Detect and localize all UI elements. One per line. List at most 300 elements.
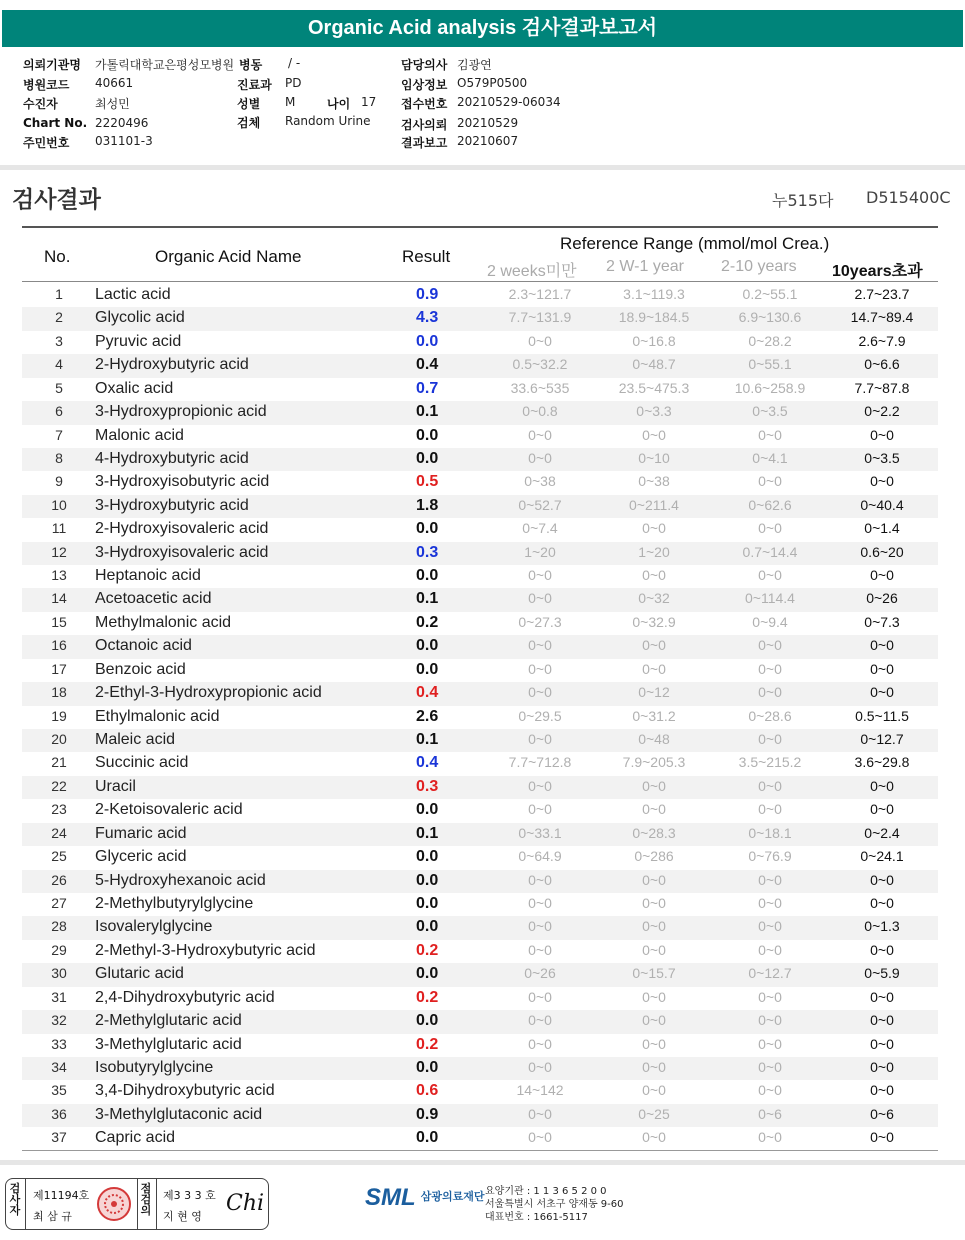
result-value: 0.0 xyxy=(416,965,439,983)
result-value: 0.0 xyxy=(416,1012,439,1030)
ref-2weeks: 0~38 xyxy=(524,473,556,490)
ref-10y-plus: 0~0 xyxy=(870,801,894,818)
ref-10y-plus: 7.7~87.8 xyxy=(854,379,910,396)
table-row xyxy=(22,1080,938,1103)
acid-name: Glyceric acid xyxy=(95,848,187,866)
ref-2w-1y: 0~0 xyxy=(642,567,666,584)
ref-2weeks: 0~29.5 xyxy=(518,707,562,724)
ref-10y-plus: 2.7~23.7 xyxy=(854,286,910,302)
table-top-rule xyxy=(22,226,938,228)
ref-2w-1y: 0~0 xyxy=(642,988,666,1005)
result-value: 0.0 xyxy=(416,426,439,444)
ref-2weeks: 0~0 xyxy=(528,426,552,443)
reviewer-name: 지 현 영 xyxy=(163,1210,202,1223)
acid-name: Fumaric acid xyxy=(95,824,187,842)
ref-2w-1y: 0~38 xyxy=(638,473,670,490)
result-value: 2.6 xyxy=(416,707,439,725)
row-number: 35 xyxy=(51,1082,67,1099)
ref-2weeks: 0~0 xyxy=(528,777,552,794)
logo-mark: SML xyxy=(365,1184,416,1211)
row-number: 27 xyxy=(51,894,67,911)
ref-10y-plus: 0~6.6 xyxy=(864,356,900,373)
ref-10y-plus: 0~3.5 xyxy=(864,449,900,466)
ref-2-10y: 0~0 xyxy=(758,684,782,701)
ref-2weeks: 0~0 xyxy=(528,684,552,701)
result-value: 0.7 xyxy=(416,379,439,397)
examiner-license: 제11194호 xyxy=(33,1189,90,1202)
chart-value: 2220496 xyxy=(95,116,149,130)
ref-2weeks: 0~0 xyxy=(528,1012,552,1029)
result-value: 0.1 xyxy=(416,590,439,608)
table-row xyxy=(22,354,938,377)
ref-2w-1y: 0~10 xyxy=(638,449,670,466)
recipient-label: 수진자 xyxy=(23,97,58,111)
table-bottom-rule xyxy=(22,1150,938,1151)
ref-10y-plus: 0~0 xyxy=(870,1012,894,1029)
ref-2-10y: 0~0 xyxy=(758,1012,782,1029)
row-number: 11 xyxy=(51,520,67,537)
ref-2weeks: 14~142 xyxy=(516,1082,564,1099)
address: 서울특별시 서초구 양재동 9-60 xyxy=(485,1199,624,1210)
row-number: 37 xyxy=(51,1129,67,1146)
ref-2-10y: 0~0 xyxy=(758,988,782,1005)
ref-10y-plus: 0~0 xyxy=(870,660,894,677)
ref-2-10y: 0~0 xyxy=(758,871,782,888)
row-number: 7 xyxy=(55,426,63,443)
ref-2-10y: 0.2~55.1 xyxy=(742,286,798,302)
ref-2-10y: 0~0 xyxy=(758,1129,782,1146)
ref-2-10y: 0~9.4 xyxy=(752,613,788,630)
age-label: 나이 xyxy=(327,97,351,111)
ref-2w-1y: 0~0 xyxy=(642,426,666,443)
result-value: 0.0 xyxy=(416,520,439,538)
result-value: 1.8 xyxy=(416,496,439,514)
ref-2-10y: 0~0 xyxy=(758,801,782,818)
request-value: 20210529 xyxy=(457,116,519,130)
result-value: 0.1 xyxy=(416,731,439,749)
ref-2w-1y: 18.9~184.5 xyxy=(618,309,690,326)
acid-name: 3-Methylglutaric acid xyxy=(95,1035,242,1053)
table-row xyxy=(22,495,938,518)
acid-name: Uracil xyxy=(95,777,136,795)
result-value: 0.9 xyxy=(416,1105,439,1123)
ref-10y-plus: 14.7~89.4 xyxy=(850,309,914,326)
ref-2-10y: 0~18.1 xyxy=(748,824,792,841)
result-value: 4.3 xyxy=(416,309,439,327)
dept-value: PD xyxy=(285,76,302,90)
table-row xyxy=(22,1034,938,1057)
table-row xyxy=(22,518,938,541)
ref-2w-1y: 0~0 xyxy=(642,1035,666,1052)
ref-2-10y: 0~55.1 xyxy=(748,356,792,373)
ref-10y-plus: 0~12.7 xyxy=(860,731,904,748)
ref-2-10y: 0~0 xyxy=(758,894,782,911)
ref-2weeks: 0~0 xyxy=(528,567,552,584)
ref-10y-plus: 0~0 xyxy=(870,1082,894,1099)
ref-2weeks: 0~7.4 xyxy=(522,520,558,537)
ref-2weeks: 0~27.3 xyxy=(518,613,562,630)
ref-2-10y: 0~0 xyxy=(758,660,782,677)
ref-2weeks: 0~0 xyxy=(528,1058,552,1075)
result-value: 0.6 xyxy=(416,1082,439,1100)
row-number: 25 xyxy=(51,848,67,865)
ref-2w-1y: 0~15.7 xyxy=(632,965,676,982)
acid-name: Methylmalonic acid xyxy=(95,613,232,631)
result-value: 0.9 xyxy=(416,286,439,303)
acid-name: 4-Hydroxybutyric acid xyxy=(95,449,249,467)
org-address xyxy=(485,1185,624,1224)
ref-10y-plus: 0~24.1 xyxy=(860,848,904,865)
result-value: 0.0 xyxy=(416,660,439,678)
table-row xyxy=(22,425,938,448)
header-result: Result xyxy=(402,247,451,266)
ref-2w-1y: 0~211.4 xyxy=(629,496,679,513)
care-code: 요양기관 : 1 1 3 6 5 2 0 0 xyxy=(485,1186,607,1197)
ref-2-10y: 0~76.9 xyxy=(748,848,792,865)
table-row xyxy=(22,542,938,565)
row-number: 22 xyxy=(51,777,67,794)
result-value: 0.4 xyxy=(416,684,439,702)
ref-2w-1y: 0~3.3 xyxy=(636,403,672,420)
table-row xyxy=(22,799,938,822)
row-number: 10 xyxy=(51,496,67,513)
ref-2w-1y: 0~0 xyxy=(642,894,666,911)
result-value: 0.0 xyxy=(416,894,439,912)
result-value: 0.0 xyxy=(416,449,439,467)
ref-2weeks: 7.7~131.9 xyxy=(508,309,572,326)
acid-name: 3-Hydroxyisovaleric acid xyxy=(95,543,269,561)
row-number: 1 xyxy=(55,286,63,302)
table-row xyxy=(22,659,938,682)
acid-name: Maleic acid xyxy=(95,731,176,749)
result-value: 0.0 xyxy=(416,801,439,819)
result-value: 0.0 xyxy=(416,848,439,866)
acid-name: Glutaric acid xyxy=(95,965,184,983)
ref-2weeks: 0~0 xyxy=(528,871,552,888)
table-row xyxy=(22,682,938,705)
row-number: 36 xyxy=(51,1105,67,1122)
table-row xyxy=(22,870,938,893)
ref-2weeks: 0~0 xyxy=(528,590,552,607)
hospital-code-value: 40661 xyxy=(95,76,134,90)
table-row xyxy=(22,846,938,869)
ref-10y-plus: 3.6~29.8 xyxy=(854,754,910,771)
table-row xyxy=(22,588,938,611)
ref-2weeks: 0~0 xyxy=(528,894,552,911)
ref-2weeks: 33.6~535 xyxy=(510,379,570,396)
ref-2w-1y: 0~0 xyxy=(642,520,666,537)
ref-2weeks: 0~52.7 xyxy=(518,496,562,513)
ref-2w-1y: 0~48.7 xyxy=(632,356,676,373)
ref-2weeks: 0~0.8 xyxy=(522,403,558,420)
ref-2-10y: 0~0 xyxy=(758,1035,782,1052)
row-number: 32 xyxy=(51,1012,67,1029)
ref-10y-plus: 0~0 xyxy=(870,941,894,958)
ref-2weeks: 0~0 xyxy=(528,449,552,466)
ref-10y-plus: 0~7.3 xyxy=(864,613,900,630)
seal-stamp-icon xyxy=(96,1186,132,1222)
table-row xyxy=(22,823,938,846)
divider xyxy=(156,1179,157,1229)
ref-2weeks: 0~0 xyxy=(528,918,552,935)
sex-value: M xyxy=(285,95,296,109)
ref-10y-plus: 0~0 xyxy=(870,894,894,911)
acid-name: 2-Methylglutaric acid xyxy=(95,1012,242,1030)
result-value: 0.0 xyxy=(416,637,439,655)
table-row xyxy=(22,940,938,963)
acid-name: 3-Hydroxybutyric acid xyxy=(95,496,249,514)
ref-2w-1y: 0~0 xyxy=(642,1129,666,1146)
result-value: 0.2 xyxy=(416,941,439,959)
row-number: 5 xyxy=(55,379,63,396)
acid-name: 2-Ethyl-3-Hydroxypropionic acid xyxy=(95,684,322,702)
ref-2weeks: 0~0 xyxy=(528,988,552,1005)
ward-label: 병동 xyxy=(239,58,263,72)
ward-value: / - xyxy=(288,56,301,70)
ref-2w-1y: 3.1~119.3 xyxy=(623,286,685,302)
ref-2weeks: 7.7~712.8 xyxy=(508,754,572,771)
ref-10y-plus: 0~2.4 xyxy=(864,824,900,841)
acid-name: 3-Hydroxyisobutyric acid xyxy=(95,473,270,491)
reviewer-label: 점검의 xyxy=(140,1182,152,1217)
ref-2-10y: 0~12.7 xyxy=(748,965,792,982)
table-row xyxy=(22,1057,938,1080)
rrn-value: 031101-3 xyxy=(95,134,153,148)
ref-2weeks: 0~0 xyxy=(528,332,552,349)
row-number: 9 xyxy=(55,473,63,490)
receipt-label: 접수번호 xyxy=(401,97,448,111)
ref-10y-plus: 0~0 xyxy=(870,1035,894,1052)
table-row xyxy=(22,1104,938,1127)
acid-name: Lactic acid xyxy=(95,286,171,303)
table-row xyxy=(22,331,938,354)
acid-name: Benzoic acid xyxy=(95,660,186,678)
report-date-value: 20210607 xyxy=(457,134,519,148)
chart-label: Chart No. xyxy=(23,116,88,130)
ref-2-10y: 0~0 xyxy=(758,426,782,443)
test-code-korean: 누515다 xyxy=(772,191,834,210)
table-row xyxy=(22,963,938,986)
table-row xyxy=(22,307,938,330)
acid-name: 2,4-Dihydroxybutyric acid xyxy=(95,988,275,1006)
specimen-label: 검체 xyxy=(237,116,261,130)
ref-2w-1y: 7.9~205.3 xyxy=(622,754,686,771)
ref-2weeks: 0~0 xyxy=(528,660,552,677)
row-number: 2 xyxy=(55,309,63,326)
ref-2weeks: 0~0 xyxy=(528,1129,552,1146)
ref-10y-plus: 0~0 xyxy=(870,473,894,490)
clinical-label: 임상정보 xyxy=(401,78,448,92)
ref-2w-1y: 0~32.9 xyxy=(632,613,676,630)
acid-name: Oxalic acid xyxy=(95,379,174,397)
header-reference: Reference Range (mmol/mol Crea.) xyxy=(560,234,830,253)
table-row xyxy=(22,401,938,424)
examiner-name: 최 삼 규 xyxy=(33,1210,72,1223)
ref-2weeks: 0~0 xyxy=(528,1105,552,1122)
ref-2weeks: 0~33.1 xyxy=(518,824,562,841)
ref-2-10y: 0~62.6 xyxy=(748,496,792,513)
doctor-value: 김광연 xyxy=(457,58,492,72)
result-value: 0.2 xyxy=(416,988,439,1006)
ref-2w-1y: 0~0 xyxy=(642,1082,666,1099)
header-ref-2weeks: 2 weeks미만 xyxy=(487,263,577,280)
ref-2w-1y: 0~286 xyxy=(634,848,674,865)
row-number: 14 xyxy=(51,590,67,607)
ref-2-10y: 0~0 xyxy=(758,567,782,584)
ref-2w-1y: 0~0 xyxy=(642,660,666,677)
ref-10y-plus: 0.5~11.5 xyxy=(855,707,909,724)
result-value: 0.3 xyxy=(416,543,439,561)
request-label: 검사의뢰 xyxy=(401,118,448,132)
row-number: 8 xyxy=(55,449,63,466)
ref-2weeks: 0~26 xyxy=(524,965,556,982)
acid-name: Octanoic acid xyxy=(95,637,192,655)
reviewer-license: 제3 3 3 호 xyxy=(163,1189,216,1202)
ref-2w-1y: 0~0 xyxy=(642,801,666,818)
ref-2w-1y: 0~28.3 xyxy=(632,824,676,841)
header-ref-2w-1y: 2 W-1 year xyxy=(606,258,684,275)
acid-name: 2-Methylbutyrylglycine xyxy=(95,894,254,912)
ref-2weeks: 0~64.9 xyxy=(518,848,562,865)
institution-label: 의뢰기관명 xyxy=(23,58,81,72)
ref-2-10y: 0~0 xyxy=(758,1082,782,1099)
org-name: 삼광의료재단 xyxy=(420,1190,485,1203)
divider xyxy=(25,1179,26,1229)
ref-10y-plus: 0.6~20 xyxy=(860,543,904,560)
table-row xyxy=(22,635,938,658)
ref-2w-1y: 0~0 xyxy=(642,918,666,935)
table-header-rule xyxy=(22,281,938,282)
row-number: 17 xyxy=(51,660,67,677)
header-no: No. xyxy=(44,247,71,266)
acid-name: Malonic acid xyxy=(95,426,184,444)
result-value: 0.4 xyxy=(416,754,439,772)
table-row xyxy=(22,1127,938,1150)
ref-2weeks: 0~0 xyxy=(528,941,552,958)
ref-10y-plus: 0~0 xyxy=(870,988,894,1005)
reviewer-signature: Chi xyxy=(226,1191,265,1216)
clinical-value: O579P0500 xyxy=(457,76,528,90)
results-table xyxy=(22,284,938,1151)
patient-info xyxy=(0,52,965,172)
ref-10y-plus: 0~0 xyxy=(870,567,894,584)
table-row xyxy=(22,916,938,939)
ref-10y-plus: 0~0 xyxy=(870,871,894,888)
result-value: 0.0 xyxy=(416,918,439,936)
ref-2w-1y: 0~0 xyxy=(642,1058,666,1075)
acid-name: Isovalerylglycine xyxy=(95,918,213,936)
header-name: Organic Acid Name xyxy=(155,247,302,266)
ref-2w-1y: 0~0 xyxy=(642,941,666,958)
ref-10y-plus: 0~5.9 xyxy=(864,965,900,982)
table-row xyxy=(22,706,938,729)
ref-2-10y: 0~28.6 xyxy=(748,707,792,724)
ref-2w-1y: 0~0 xyxy=(642,871,666,888)
table-row xyxy=(22,776,938,799)
ref-10y-plus: 0~1.3 xyxy=(864,918,900,935)
ref-10y-plus: 0~1.4 xyxy=(864,520,900,537)
ref-2-10y: 0~28.2 xyxy=(748,332,792,349)
ref-2w-1y: 1~20 xyxy=(638,543,670,560)
ref-10y-plus: 0~0 xyxy=(870,426,894,443)
row-number: 30 xyxy=(51,965,67,982)
row-number: 20 xyxy=(51,731,67,748)
ref-2w-1y: 0~12 xyxy=(638,684,670,701)
result-value: 0.2 xyxy=(416,613,439,631)
result-value: 0.0 xyxy=(416,567,439,585)
result-value: 0.3 xyxy=(416,777,439,795)
ref-2-10y: 0~4.1 xyxy=(752,449,788,466)
acid-name: 5-Hydroxyhexanoic acid xyxy=(95,871,266,889)
row-number: 23 xyxy=(51,801,67,818)
row-number: 3 xyxy=(55,332,63,349)
acid-name: 2-Hydroxyisovaleric acid xyxy=(95,520,269,538)
ref-2-10y: 0~6 xyxy=(758,1105,782,1122)
recipient-value: 최성민 xyxy=(95,97,130,111)
ref-2weeks: 1~20 xyxy=(524,543,556,560)
age-value: 17 xyxy=(361,95,377,109)
table-row xyxy=(22,284,938,307)
ref-2-10y: 0~0 xyxy=(758,731,782,748)
ref-2weeks: 0~0 xyxy=(528,637,552,654)
ref-2w-1y: 0~25 xyxy=(638,1105,670,1122)
acid-name: 3,4-Dihydroxybutyric acid xyxy=(95,1082,275,1100)
row-number: 29 xyxy=(51,941,67,958)
row-number: 18 xyxy=(51,684,67,701)
ref-2-10y: 0~0 xyxy=(758,941,782,958)
acid-name: 2-Ketoisovaleric acid xyxy=(95,801,243,819)
section-title: 검사결과 xyxy=(12,187,101,213)
ref-2w-1y: 0~31.2 xyxy=(632,707,676,724)
acid-name: Glycolic acid xyxy=(95,309,185,327)
table-row xyxy=(22,378,938,401)
acid-name: 3-Hydroxypropionic acid xyxy=(95,403,267,421)
ref-2w-1y: 23.5~475.3 xyxy=(618,379,690,396)
row-number: 24 xyxy=(51,824,67,841)
report-date-label: 결과보고 xyxy=(401,136,448,150)
acid-name: 2-Hydroxybutyric acid xyxy=(95,356,249,374)
row-number: 12 xyxy=(51,543,67,560)
row-number: 16 xyxy=(51,637,67,654)
table-row xyxy=(22,448,938,471)
acid-name: 2-Methyl-3-Hydroxybutyric acid xyxy=(95,941,316,959)
acid-name: Pyruvic acid xyxy=(95,332,182,350)
row-number: 26 xyxy=(51,871,67,888)
ref-2-10y: 0~114.4 xyxy=(745,590,795,607)
acid-name: Succinic acid xyxy=(95,754,189,772)
examiner-label: 검사자 xyxy=(9,1182,21,1217)
table-row xyxy=(22,612,938,635)
ref-2w-1y: 0~0 xyxy=(642,1012,666,1029)
sml-logo xyxy=(365,1184,485,1212)
ref-2-10y: 6.9~130.6 xyxy=(738,309,802,326)
row-number: 33 xyxy=(51,1035,67,1052)
ref-2weeks: 0~0 xyxy=(528,801,552,818)
row-number: 4 xyxy=(55,356,63,373)
ref-10y-plus: 0~2.2 xyxy=(864,403,900,420)
row-number: 15 xyxy=(51,613,67,630)
result-value: 0.5 xyxy=(416,473,439,491)
acid-name: Ethylmalonic acid xyxy=(95,707,220,725)
ref-2weeks: 0~0 xyxy=(528,1035,552,1052)
ref-2weeks: 2.3~121.7 xyxy=(508,286,572,302)
ref-2-10y: 0~0 xyxy=(758,637,782,654)
result-value: 0.1 xyxy=(416,824,439,842)
table-row xyxy=(22,729,938,752)
ref-10y-plus: 0~0 xyxy=(870,777,894,794)
ref-2-10y: 0~0 xyxy=(758,473,782,490)
ref-2-10y: 0~3.5 xyxy=(752,403,788,420)
